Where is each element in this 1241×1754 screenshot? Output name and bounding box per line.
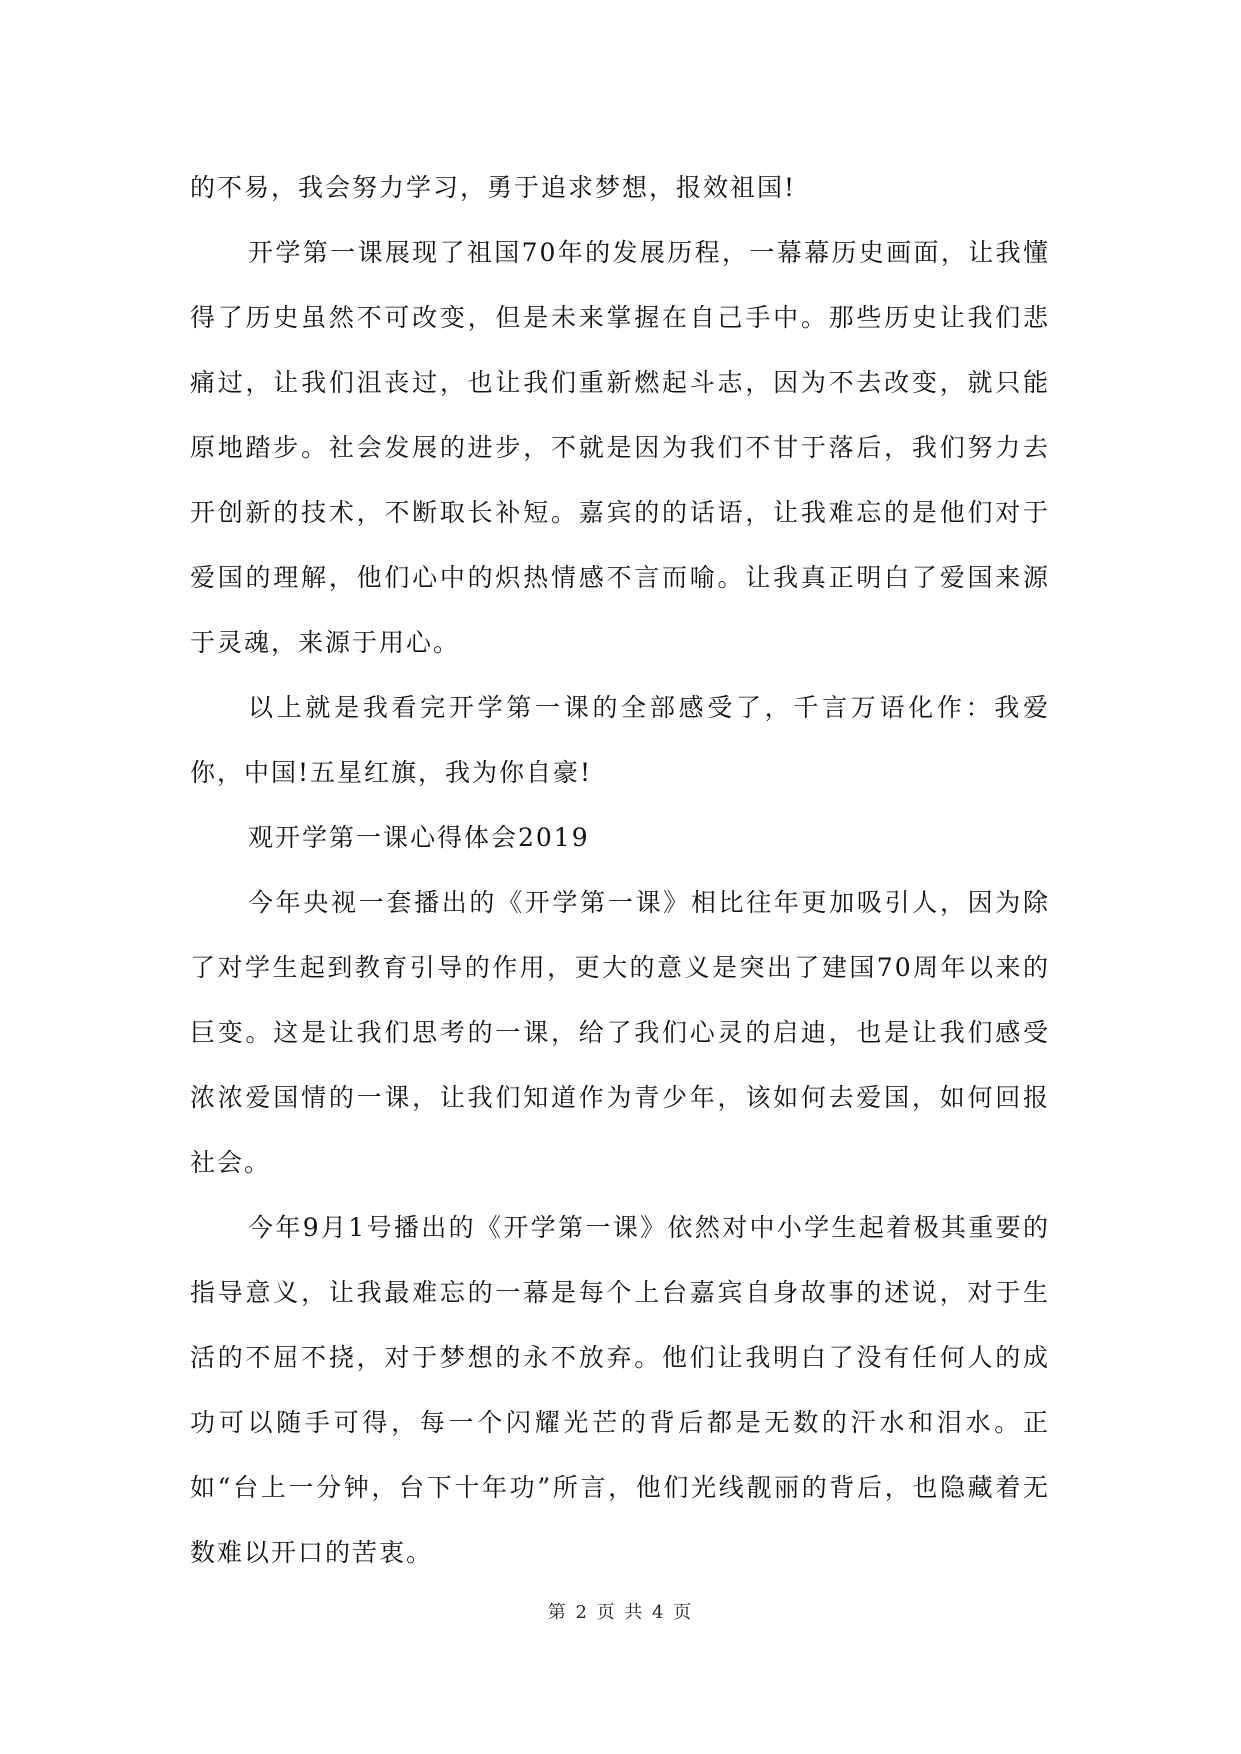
paragraph-history: 开学第一课展现了祖国70年的发展历程，一幕幕历史画面，让我懂得了历史虽然不可改变，但是未来掌握在自己手中。那些历史让我们悲痛过，让我们沮丧过，也让我们重新燃起斗志，因为不去改变，就只能原地踏步。社会发展的进步，不就是因为我们不甘于落后，我们努力去开创新的技术，不断取长补短。嘉宾的的话语，让我难忘的是他们对于爱国的理解，他们心中的炽热情感不言而喻。让我真正明白了爱国来源于灵魂，来源于用心。 — [190, 238, 1050, 657]
document-body — [190, 155, 1050, 1585]
paragraph-summary: 以上就是我看完开学第一课的全部感受了，千言万语化作：我爱你，中国!五星红旗，我为你自豪! — [190, 693, 1050, 787]
paragraph-september: 今年9月1号播出的《开学第一课》依然对中小学生起着极其重要的指导意义，让我最难忘的一幕是每个上台嘉宾自身故事的述说，对于生活的不屈不挠，对于梦想的永不放弃。他们让我明白了没有任何人的成功可以随手可得，每一个闪耀光芒的背后都是无数的汗水和泪水。正如“台上一分钟，台下十年功”所言，他们光线靓丽的背后，也隐藏着无数难以开口的苦衷。 — [190, 1213, 1050, 1567]
page-number-footer: 第 2 页 共 4 页 — [547, 1602, 694, 1623]
section-heading: 观开学第一课心得体会2019 — [248, 823, 590, 852]
paragraph-cctv: 今年央视一套播出的《开学第一课》相比往年更加吸引人，因为除了对学生起到教育引导的作用，更大的意义是突出了建国70周年以来的巨变。这是让我们思考的一课，给了我们心灵的启迪，也是让我们感受浓浓爱国情的一课，让我们知道作为青少年，该如何去爱国，如何回报社会。 — [190, 888, 1050, 1177]
paragraph-continuation: 的不易，我会努力学习，勇于追求梦想，报效祖国! — [190, 173, 797, 202]
